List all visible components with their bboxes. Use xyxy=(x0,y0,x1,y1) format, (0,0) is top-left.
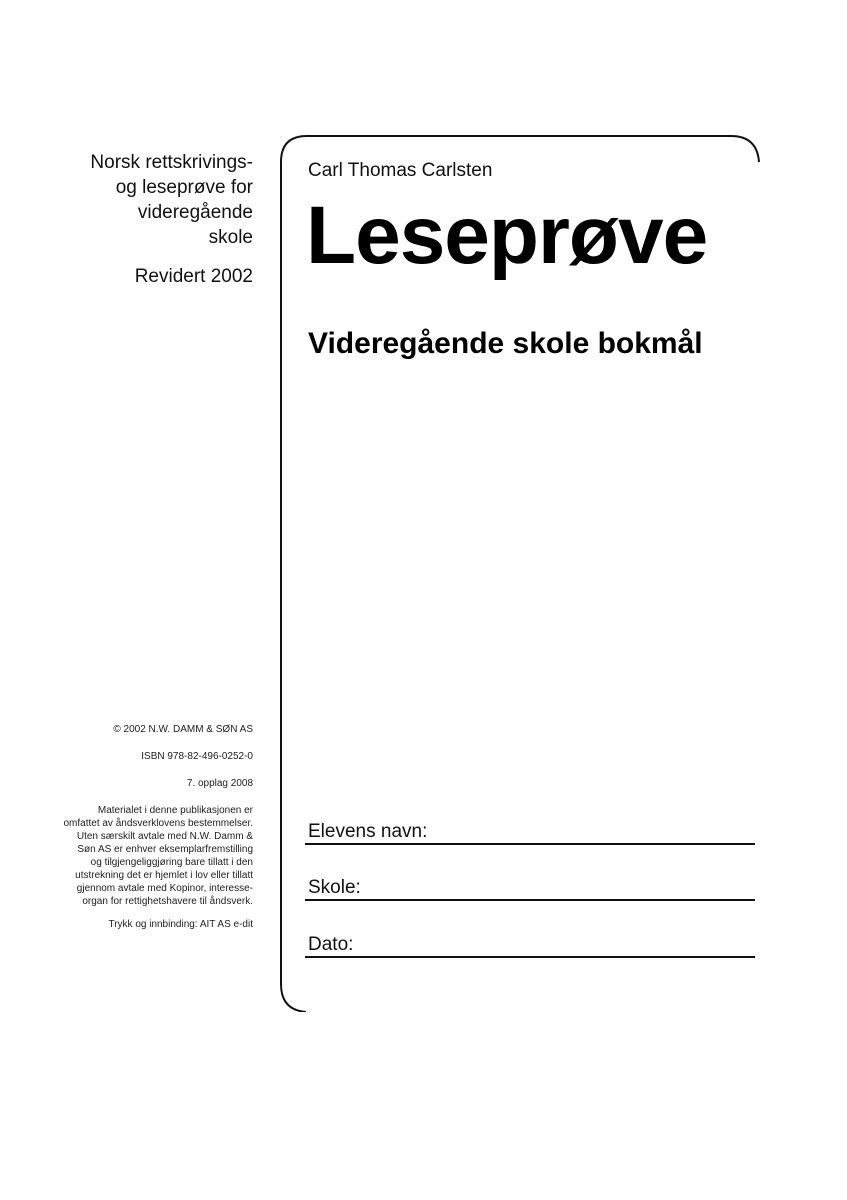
rights-line: organ for rettighetshavere til åndsverk. xyxy=(82,896,253,907)
page-title: Leseprøve xyxy=(306,190,708,281)
date-field[interactable] xyxy=(305,930,755,958)
series-title-line: Norsk rettskrivings- xyxy=(90,152,253,173)
student-name-field[interactable] xyxy=(305,817,755,845)
student-name-label: Elevens navn: xyxy=(308,821,428,842)
author-name: Carl Thomas Carlsten xyxy=(308,160,493,181)
edition-note: 7. opplag 2008 xyxy=(186,778,253,789)
printer-note: Trykk og innbinding: AIT AS e-dit xyxy=(108,919,253,930)
rights-line: omfattet av åndsverklovens bestemmelser. xyxy=(63,818,253,829)
series-title-line: skole xyxy=(208,227,253,248)
school-label: Skole: xyxy=(308,877,361,898)
series-title-line: og leseprøve for xyxy=(115,177,253,198)
imprint xyxy=(13,723,253,931)
revision-note: Revidert 2002 xyxy=(134,266,253,287)
rights-line: og tilgjengeliggjøring bare tillatt i den xyxy=(90,857,253,868)
series-title-line: videregående xyxy=(137,202,253,223)
rights-line: utstrekning det er hjemlet i lov eller tillatt xyxy=(75,870,253,881)
date-label: Dato: xyxy=(308,934,354,955)
rights-line: Materialet i denne publikasjonen er xyxy=(97,805,253,816)
isbn: ISBN 978-82-496-0252-0 xyxy=(141,751,253,762)
page-subtitle: Videregående skole bokmål xyxy=(308,327,703,360)
series-info xyxy=(43,150,253,289)
series-title xyxy=(43,150,253,250)
rights-line: Uten særskilt avtale med N.W. Damm & xyxy=(76,831,253,842)
copyright-notice: © 2002 N.W. DAMM & SØN AS xyxy=(113,724,253,735)
rights-line: Søn AS er enhver eksemplarfremstilling xyxy=(77,844,253,855)
rights-statement xyxy=(13,804,253,908)
rights-line: gjennom avtale med Kopinor, interesse- xyxy=(76,883,253,894)
school-field[interactable] xyxy=(305,873,755,901)
